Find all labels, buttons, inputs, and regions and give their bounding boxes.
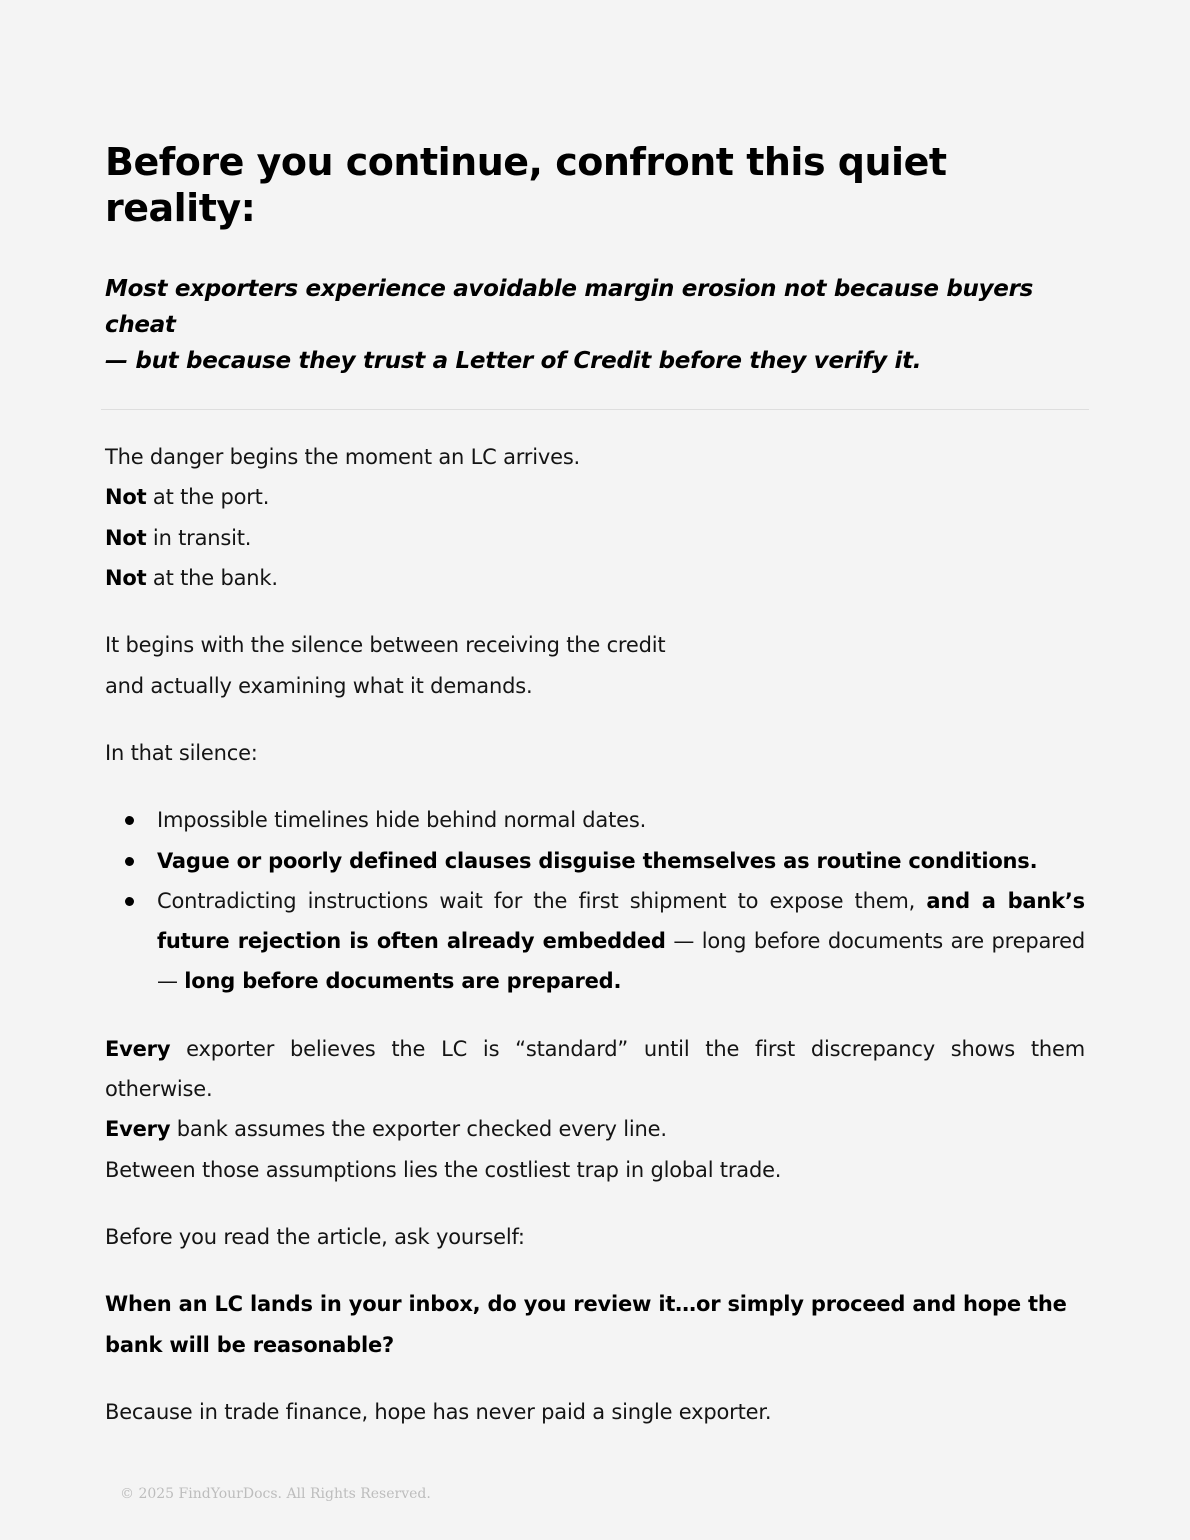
not-line-text: at the port. [146, 485, 270, 510]
silence-paragraph [105, 625, 1085, 706]
every-line-3: Between those assumptions lies the costliest trap in global trade. [105, 1157, 782, 1182]
not-word: Not [105, 485, 147, 510]
list-item [105, 881, 1085, 1002]
list-item [105, 841, 1085, 881]
intro-paragraph [105, 437, 1085, 598]
list-item [105, 800, 1085, 840]
before-read: Before you read the article, ask yourself: [105, 1224, 525, 1249]
question: When an LC lands in your inbox, do you review it…or simply proceed and hope the bank will be reasonable? [105, 1292, 1067, 1357]
not-line-transit [105, 518, 1085, 558]
not-word: Not [105, 525, 147, 550]
closing-line: Because in trade finance, hope has never paid a single exporter. [105, 1399, 772, 1424]
every-paragraph [105, 1029, 1085, 1190]
not-line-text: at the bank. [146, 566, 278, 591]
not-line-bank [105, 558, 1085, 598]
divider [101, 409, 1089, 410]
bullet-list [105, 800, 1085, 1001]
bullet-text: Contradicting instructions wait for the first shipment to expose them, [157, 888, 927, 913]
bullet-text: Vague or poorly defined clauses disguise themselves as routine conditions. [157, 848, 1038, 873]
footer-copyright: © 2025 FindYourDocs. All Rights Reserved. [120, 1486, 431, 1502]
silence-line-1: It begins with the silence between receiving the credit [105, 633, 666, 658]
article-body [105, 437, 1085, 1432]
intro-line: The danger begins the moment an LC arrives. [105, 445, 581, 470]
every-word: Every [105, 1036, 171, 1061]
bullet-dot-icon [125, 816, 134, 825]
every-line-2-text: bank assumes the exporter checked every line. [170, 1117, 667, 1142]
every-word: Every [105, 1117, 171, 1142]
not-word: Not [105, 566, 147, 591]
bullet-dot-icon [125, 857, 134, 866]
bullet-text: Impossible timelines hide behind normal dates. [157, 808, 647, 833]
subtitle [105, 271, 1085, 379]
page-title: Before you continue, confront this quiet reality: [105, 140, 947, 230]
every-line-1-text: exporter believes the LC is “standard” until the first discrepancy shows them otherwise. [105, 1036, 1085, 1102]
subtitle-line-2: — but because they trust a Letter of Credit before they verify it. [105, 348, 922, 375]
silence-line-2: and actually examining what it demands. [105, 673, 533, 698]
every-line-1 [105, 1029, 1085, 1110]
subtitle-line-1: Most exporters experience avoidable margin erosion not because buyers cheat [105, 276, 1034, 339]
not-line-port [105, 477, 1085, 517]
bullet-bold-text: and a bank’s future rejection is often already embedded [157, 888, 1085, 954]
every-line-2 [105, 1109, 1085, 1149]
bullet-text: — long before documents are prepared — [157, 929, 1085, 994]
document-page [105, 140, 1085, 1432]
bullet-dot-icon [125, 897, 134, 906]
not-line-text: in transit. [146, 525, 252, 550]
in-that-silence: In that silence: [105, 740, 258, 765]
bullet-bold-text: long before documents are prepared. [184, 969, 622, 994]
